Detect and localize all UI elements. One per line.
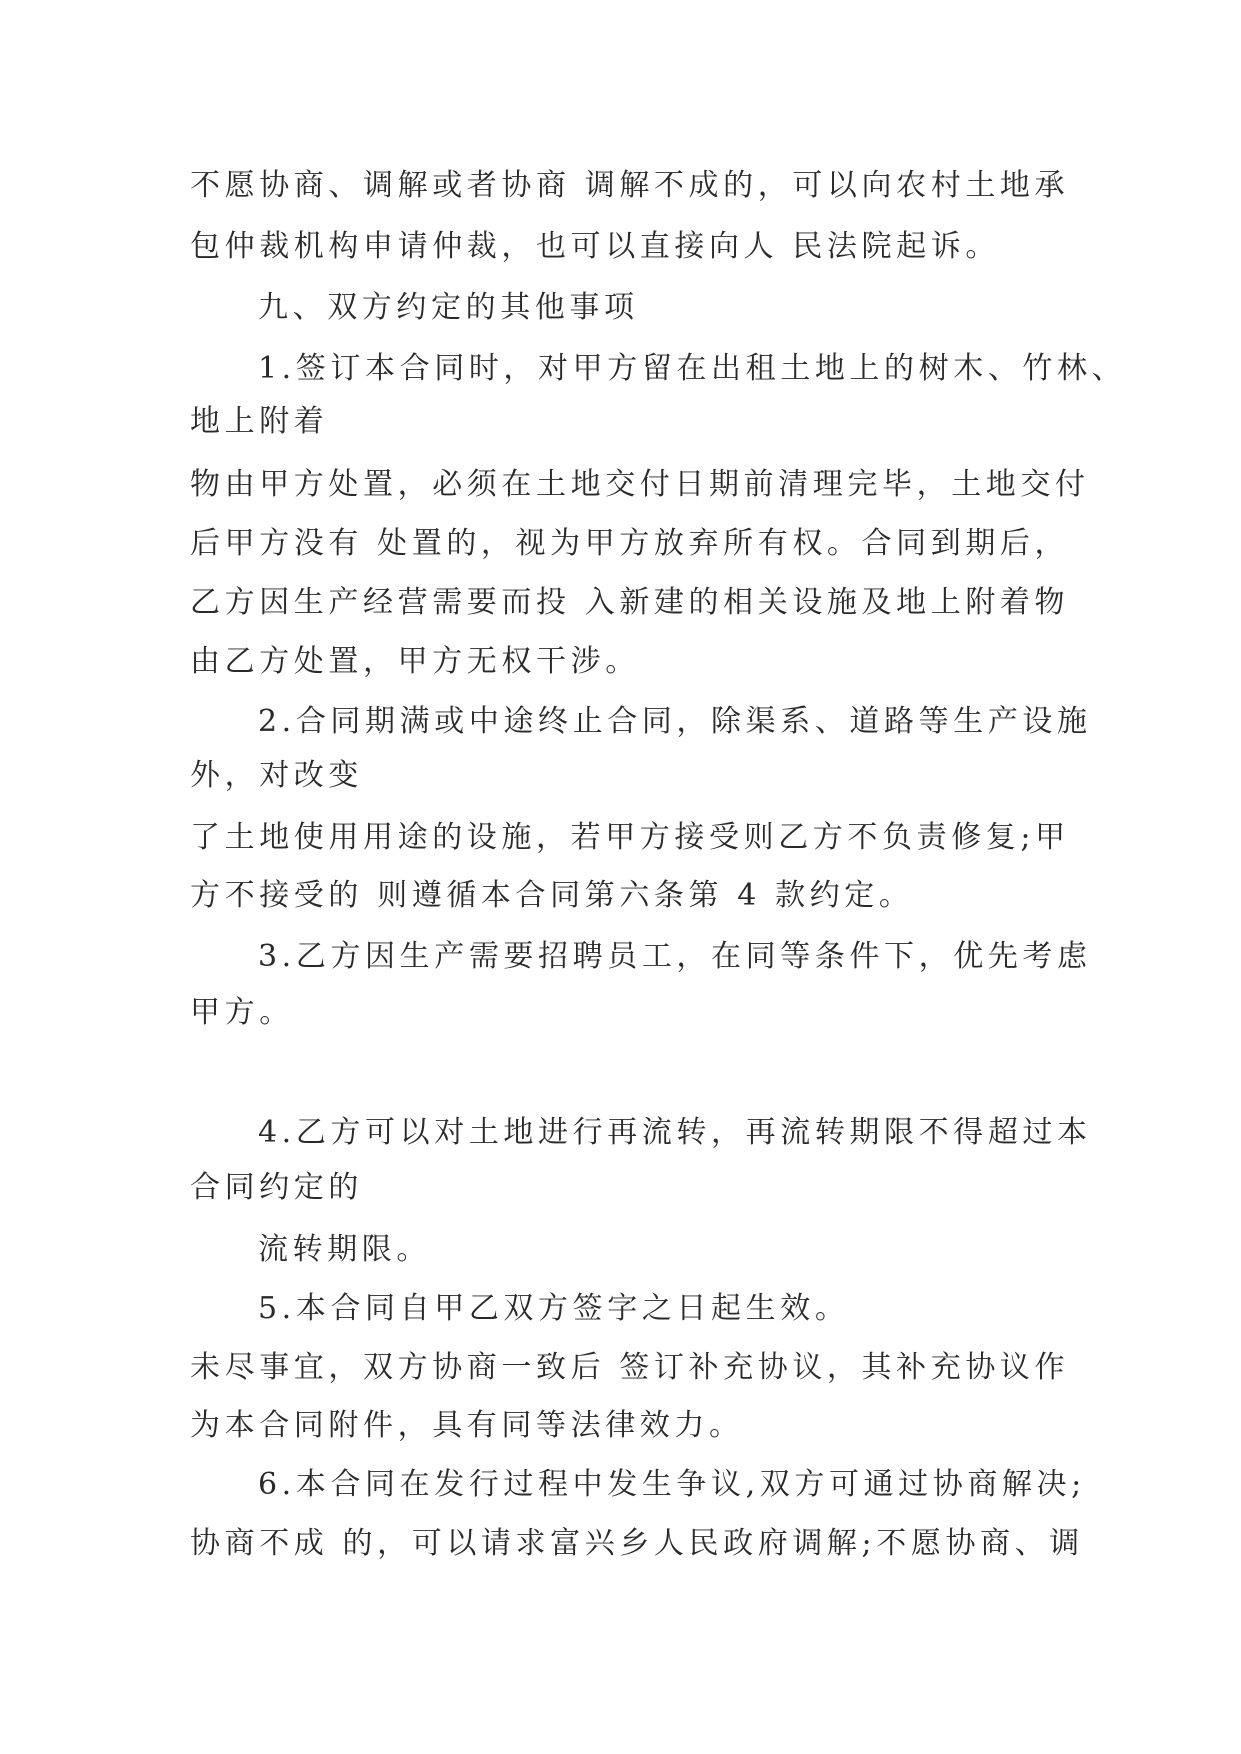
text-line: 6.本合同在发行过程中发生争议,双方可通过协商解决; [258, 1467, 1086, 1502]
text-line: 乙方因生产经营需要而投 入新建的相关设施及地上附着物 [190, 585, 1070, 620]
text-line: 2.合同期满或中途终止合同，除渠系、道路等生产设施 [258, 704, 1092, 739]
section-heading: 九、双方约定的其他事项 [258, 290, 639, 325]
text-line: 合同约定的 [190, 1170, 363, 1205]
text-line: 包仲裁机构申请仲裁，也可以直接向人 民法院起诉。 [190, 229, 1000, 264]
text-line: 甲方。 [190, 995, 294, 1030]
text-line: 4.乙方可以对土地进行再流转，再流转期限不得超过本 [258, 1115, 1092, 1150]
text-line: 由乙方处置，甲方无权干涉。 [190, 644, 640, 679]
text-line: 外，对改变 [190, 758, 363, 793]
text-line: 不愿协商、调解或者协商 调解不成的，可以向农村土地承 [190, 168, 1070, 203]
text-line: 3.乙方因生产需要招聘员工，在同等条件下，优先考虑 [258, 939, 1092, 974]
text-line: 未尽事宜，双方协商一致后 签订补充协议，其补充协议作 [190, 1350, 1070, 1385]
text-line: 了土地使用用途的设施，若甲方接受则乙方不负责修复;甲 [190, 820, 1070, 855]
text-line: 后甲方没有 处置的，视为甲方放弃所有权。合同到期后， [190, 526, 1070, 561]
text-line: 5.本合同自甲乙双方签字之日起生效。 [258, 1291, 850, 1326]
text-line: 方不接受的 则遵循本合同第六条第 4 款约定。 [190, 878, 914, 913]
text-line: 为本合同附件，具有同等法律效力。 [190, 1408, 744, 1443]
text-line: 1.签订本合同时，对甲方留在出租土地上的树木、竹林、 [258, 351, 1127, 386]
text-line: 物由甲方处置，必须在土地交付日期前清理完毕，土地交付 [190, 467, 1090, 502]
text-line: 协商不成 的，可以请求富兴乡人民政府调解;不愿协商、调 [190, 1526, 1084, 1561]
text-line: 地上附着 [190, 404, 329, 439]
text-line: 流转期限。 [258, 1232, 431, 1267]
